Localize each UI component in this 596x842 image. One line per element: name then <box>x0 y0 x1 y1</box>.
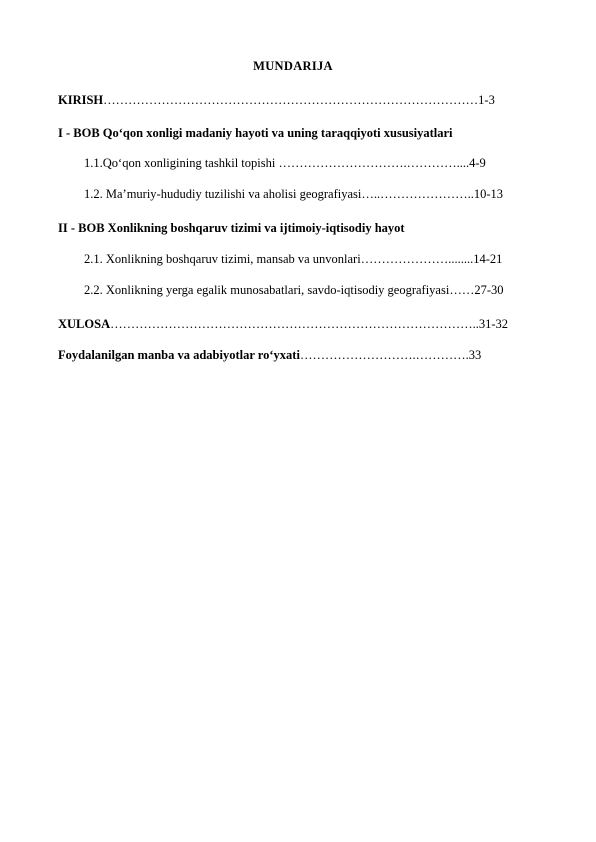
toc-entry-kirish-label: KIRISH <box>58 93 104 107</box>
toc-entry-kirish-leader: ………………………………………………………………………………1-3 <box>103 93 495 107</box>
toc-section-1-2: 1.2. Ma’muriy-hududiy tuzilishi va aholisi geografiyasi…..…………………..10-13 <box>84 187 504 201</box>
toc-entry-kirish <box>58 92 495 108</box>
toc-title <box>0 59 596 74</box>
toc-chapter-1: I - BOB Qo‘qon xonligi madaniy hayoti va uning taraqqiyoti xususiyatlari <box>58 126 453 140</box>
toc-entry-references-leader: ……………………….………….33 <box>299 348 482 362</box>
toc-section-2-2: 2.2. Xonlikning yerga egalik munosabatlari, savdo-iqtisodiy geografiyasi……27-30 <box>84 283 504 297</box>
toc-entry-xulosa <box>58 316 508 332</box>
toc-entry-references-label: Foydalanilgan manba va adabiyotlar ro‘yxati <box>58 348 300 362</box>
toc-title-text: MUNDARIJA <box>253 59 333 73</box>
toc-section-2-1: 2.1. Xonlikning boshqaruv tizimi, mansab va unvonlari…………………........14-21 <box>84 252 503 266</box>
toc-section-1-1: 1.1.Qo‘qon xonligining tashkil topishi ………………………….…………....4-9 <box>84 156 486 170</box>
toc-entry-xulosa-label: XULOSA <box>58 317 111 331</box>
toc-chapter-2: II - BOB Xonlikning boshqaruv tizimi va ijtimoiy-iqtisodiy hayot <box>58 221 405 235</box>
toc-entry-references <box>58 347 481 363</box>
toc-entry-xulosa-leader: ……………………………………………………………………………..31-32 <box>110 317 509 331</box>
